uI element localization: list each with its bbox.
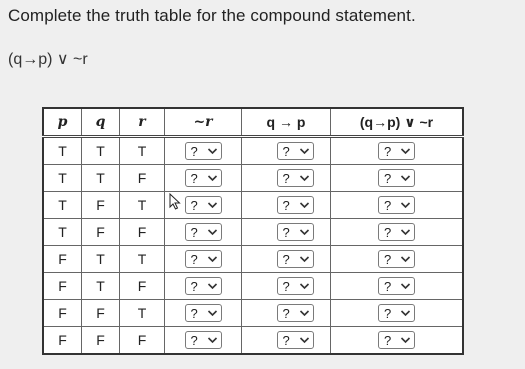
chevron-down-icon	[400, 308, 411, 318]
dropdown-compound[interactable]	[378, 169, 415, 187]
dropdown-not-r[interactable]	[185, 223, 222, 241]
cell-q: F	[82, 219, 120, 246]
dropdown-not-r[interactable]	[185, 277, 222, 295]
dropdown-q-implies-p-cell	[242, 300, 331, 327]
chevron-down-icon	[299, 254, 310, 264]
dropdown-value: ?	[282, 278, 290, 294]
dropdown-compound[interactable]	[378, 142, 415, 160]
dropdown-compound[interactable]	[378, 196, 415, 214]
dropdown-not-r[interactable]	[185, 142, 222, 160]
chevron-down-icon	[400, 281, 411, 291]
table-row	[43, 327, 463, 355]
cell-r: T	[120, 192, 165, 219]
cell-r: T	[120, 246, 165, 273]
dropdown-compound-cell	[331, 273, 464, 300]
dropdown-compound[interactable]	[378, 223, 415, 241]
dropdown-value: ?	[282, 170, 290, 186]
dropdown-not-r-cell	[165, 273, 242, 300]
cell-r: F	[120, 327, 165, 355]
chevron-down-icon	[400, 200, 411, 210]
cell-r: F	[120, 165, 165, 192]
header-p: p	[43, 108, 82, 137]
chevron-down-icon	[299, 146, 310, 156]
mouse-pointer-icon	[169, 193, 181, 210]
dropdown-value: ?	[282, 305, 290, 321]
cell-q: F	[82, 327, 120, 355]
dropdown-q-implies-p[interactable]	[277, 196, 314, 214]
chevron-down-icon	[207, 173, 218, 183]
cell-q: F	[82, 300, 120, 327]
header-q-implies-p: q → p	[242, 108, 331, 137]
dropdown-value: ?	[282, 143, 290, 159]
dropdown-value: ?	[190, 224, 198, 240]
dropdown-value: ?	[384, 197, 392, 213]
chevron-down-icon	[400, 254, 411, 264]
dropdown-q-implies-p-cell	[242, 192, 331, 219]
cell-p: T	[43, 219, 82, 246]
chevron-down-icon	[207, 227, 218, 237]
dropdown-value: ?	[384, 332, 392, 348]
dropdown-q-implies-p[interactable]	[277, 331, 314, 349]
chevron-down-icon	[207, 308, 218, 318]
table-row	[43, 246, 463, 273]
dropdown-q-implies-p-cell	[242, 165, 331, 192]
chevron-down-icon	[299, 200, 310, 210]
dropdown-value: ?	[282, 224, 290, 240]
dropdown-not-r-cell	[165, 327, 242, 355]
chevron-down-icon	[299, 335, 310, 345]
dropdown-q-implies-p[interactable]	[277, 169, 314, 187]
dropdown-compound[interactable]	[378, 250, 415, 268]
dropdown-compound-cell	[331, 137, 464, 165]
dropdown-value: ?	[384, 278, 392, 294]
cell-p: T	[43, 137, 82, 165]
chevron-down-icon	[400, 146, 411, 156]
chevron-down-icon	[207, 281, 218, 291]
dropdown-value: ?	[190, 197, 198, 213]
dropdown-not-r[interactable]	[185, 304, 222, 322]
cell-p: T	[43, 192, 82, 219]
cell-p: F	[43, 300, 82, 327]
truth-table	[42, 107, 464, 355]
dropdown-compound[interactable]	[378, 277, 415, 295]
dropdown-value: ?	[282, 197, 290, 213]
dropdown-compound-cell	[331, 300, 464, 327]
cell-r: F	[120, 219, 165, 246]
table-row	[43, 165, 463, 192]
cell-q: T	[82, 165, 120, 192]
chevron-down-icon	[299, 308, 310, 318]
cell-q: T	[82, 273, 120, 300]
table-row	[43, 137, 463, 165]
dropdown-not-r-cell	[165, 165, 242, 192]
dropdown-q-implies-p[interactable]	[277, 304, 314, 322]
dropdown-not-r[interactable]	[185, 250, 222, 268]
dropdown-compound-cell	[331, 219, 464, 246]
chevron-down-icon	[207, 146, 218, 156]
dropdown-compound-cell	[331, 327, 464, 355]
chevron-down-icon	[299, 281, 310, 291]
table-row	[43, 219, 463, 246]
dropdown-q-implies-p-cell	[242, 219, 331, 246]
dropdown-not-r-cell	[165, 137, 242, 165]
dropdown-value: ?	[190, 278, 198, 294]
cell-q: F	[82, 192, 120, 219]
dropdown-value: ?	[282, 251, 290, 267]
dropdown-compound-cell	[331, 192, 464, 219]
dropdown-not-r-cell	[165, 300, 242, 327]
dropdown-q-implies-p-cell	[242, 246, 331, 273]
chevron-down-icon	[299, 227, 310, 237]
dropdown-value: ?	[384, 170, 392, 186]
dropdown-value: ?	[190, 143, 198, 159]
cell-r: T	[120, 300, 165, 327]
table-row	[43, 192, 463, 219]
question-prompt: Complete the truth table for the compound statement.	[8, 6, 416, 25]
dropdown-not-r-cell	[165, 219, 242, 246]
compound-statement: (q→p) ∨ ~r	[8, 51, 88, 68]
dropdown-value: ?	[282, 332, 290, 348]
header-not-r: ~r	[165, 108, 242, 137]
cell-p: F	[43, 246, 82, 273]
chevron-down-icon	[400, 173, 411, 183]
dropdown-value: ?	[384, 251, 392, 267]
dropdown-value: ?	[190, 251, 198, 267]
chevron-down-icon	[400, 335, 411, 345]
table-row	[43, 300, 463, 327]
cell-p: T	[43, 165, 82, 192]
header-r: r	[120, 108, 165, 137]
chevron-down-icon	[207, 335, 218, 345]
cell-q: T	[82, 137, 120, 165]
cell-r: T	[120, 137, 165, 165]
dropdown-not-r[interactable]	[185, 196, 222, 214]
dropdown-value: ?	[190, 305, 198, 321]
dropdown-not-r-cell	[165, 246, 242, 273]
dropdown-q-implies-p[interactable]	[277, 142, 314, 160]
dropdown-q-implies-p[interactable]	[277, 250, 314, 268]
dropdown-not-r[interactable]	[185, 169, 222, 187]
table-row	[43, 273, 463, 300]
chevron-down-icon	[207, 254, 218, 264]
dropdown-q-implies-p-cell	[242, 273, 331, 300]
header-compound: (q→p) ∨ ~r	[331, 108, 464, 137]
cell-p: F	[43, 273, 82, 300]
chevron-down-icon	[207, 200, 218, 210]
dropdown-not-r[interactable]	[185, 331, 222, 349]
dropdown-compound[interactable]	[378, 304, 415, 322]
header-q: q	[82, 108, 120, 137]
dropdown-value: ?	[384, 305, 392, 321]
cell-p: F	[43, 327, 82, 355]
dropdown-compound[interactable]	[378, 331, 415, 349]
dropdown-value: ?	[190, 332, 198, 348]
chevron-down-icon	[400, 227, 411, 237]
chevron-down-icon	[299, 173, 310, 183]
dropdown-value: ?	[384, 143, 392, 159]
dropdown-q-implies-p[interactable]	[277, 277, 314, 295]
dropdown-value: ?	[190, 170, 198, 186]
cell-q: T	[82, 246, 120, 273]
dropdown-compound-cell	[331, 246, 464, 273]
dropdown-compound-cell	[331, 165, 464, 192]
table-header-row	[43, 108, 463, 137]
dropdown-q-implies-p-cell	[242, 327, 331, 355]
dropdown-q-implies-p-cell	[242, 137, 331, 165]
dropdown-q-implies-p[interactable]	[277, 223, 314, 241]
cell-r: F	[120, 273, 165, 300]
dropdown-value: ?	[384, 224, 392, 240]
